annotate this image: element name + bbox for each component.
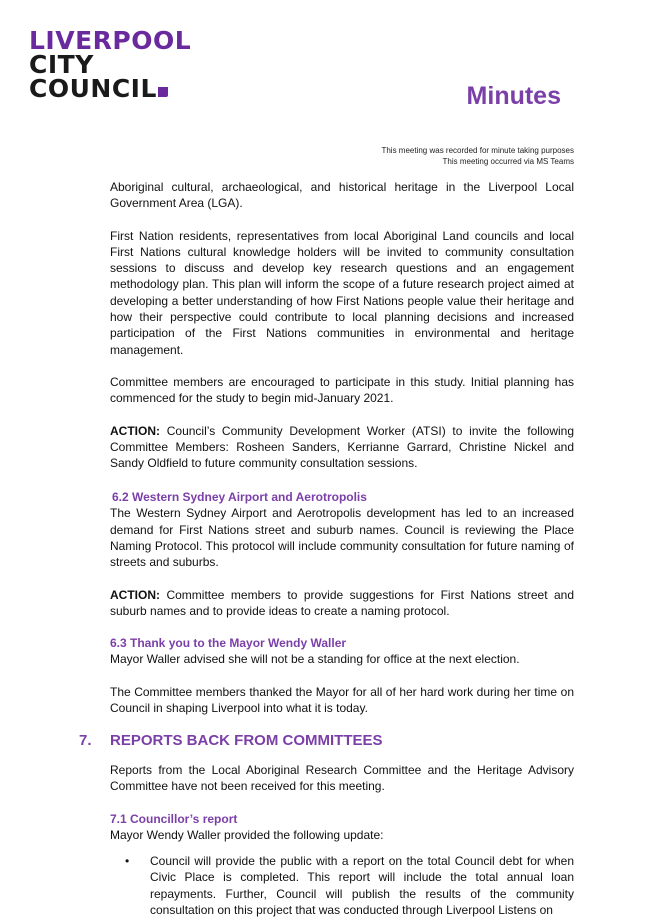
recording-note <box>381 145 574 167</box>
bullet-icon: • <box>125 854 130 869</box>
logo-line-3 <box>29 74 191 103</box>
heading-6-2: 6.2 Western Sydney Airport and Aerotropolis <box>112 490 367 505</box>
paragraph-mayor-election: Mayor Waller advised she will not be a standing for office at the next election. <box>110 652 520 667</box>
logo-line-1: LIVERPOOL <box>29 26 192 55</box>
logo-line-3-text: COUNCIL <box>29 74 157 103</box>
heading-6-3: 6.3 Thank you to the Mayor Wendy Waller <box>110 636 347 651</box>
recording-note-line-2: This meeting occurred via MS Teams <box>442 157 574 166</box>
council-logo <box>29 26 192 103</box>
paragraph-consultation: First Nation residents, representatives from local Aboriginal Land councils and local First Nations cultural knowledge holders will be invited to community consultation sessions to discuss and develop key research questions and an engagement methodology plan. This plan will inform the scope of a future research project aimed at developing a better understanding of how First Nations people value their heritage and how their perspective could contribute to local planning decisions and increased participation of the First Nations communities in environmental and heritage management. <box>110 228 574 357</box>
list-item <box>110 853 574 918</box>
logo-square-icon <box>158 87 168 97</box>
paragraph-airport: The Western Sydney Airport and Aerotropolis development has led to an increased demand for First Nations street and suburb names. Council is reviewing the Place Naming Protocol. This protocol will include community consultation for future naming of streets and suburbs. <box>110 506 574 570</box>
action-item-1 <box>110 423 574 472</box>
paragraph-reports: Reports from the Local Aboriginal Research Committee and the Heritage Advisory Committee have not been received for this meeting. <box>110 763 574 794</box>
heading-7-1: 7.1 Councillor’s report <box>110 811 238 826</box>
action-label: ACTION: <box>110 423 160 438</box>
paragraph-heritage-intro: Aboriginal cultural, archaeological, and historical heritage in the Liverpool Local Government Area (LGA). <box>110 180 574 211</box>
minutes-body <box>79 179 574 918</box>
action-text: Committee members to provide suggestions for First Nations street and suburb names and to provide ideas to create a naming protocol. <box>110 587 574 618</box>
action-text: Council’s Community Development Worker (ATSI) to invite the following Committee Members: Rosheen Sanders, Kerrianne Garrard, Christine Nickel and Sandy Oldfield to future community consultation sessions. <box>110 423 574 471</box>
update-list <box>110 853 574 918</box>
section-7-number: 7. <box>79 732 92 750</box>
section-7-heading <box>79 732 574 750</box>
paragraph-thanks: The Committee members thanked the Mayor for all of her hard work during her time on Council in shaping Liverpool into what it is today. <box>110 684 574 715</box>
action-item-2 <box>110 587 574 620</box>
section-7-title: REPORTS BACK FROM COMMITTEES <box>110 732 383 750</box>
paragraph-participation: Committee members are encouraged to participate in this study. Initial planning has commenced for the study to begin mid-January 2021. <box>110 374 574 406</box>
recording-note-line-1: This meeting was recorded for minute taking purposes <box>381 146 574 155</box>
logo-line-2: CITY <box>29 50 94 79</box>
list-item-text: Council will provide the public with a report on the total Council debt for when Civic Place is completed. This report will include the total annual loan repayments. Further, Council will publish the results of the community consultation on this project that was conducted through Liverpool Listens on <box>150 854 574 917</box>
document-title: Minutes <box>466 82 561 110</box>
action-label: ACTION: <box>110 587 160 602</box>
paragraph-mayor-update: Mayor Wendy Waller provided the following update: <box>110 827 384 842</box>
